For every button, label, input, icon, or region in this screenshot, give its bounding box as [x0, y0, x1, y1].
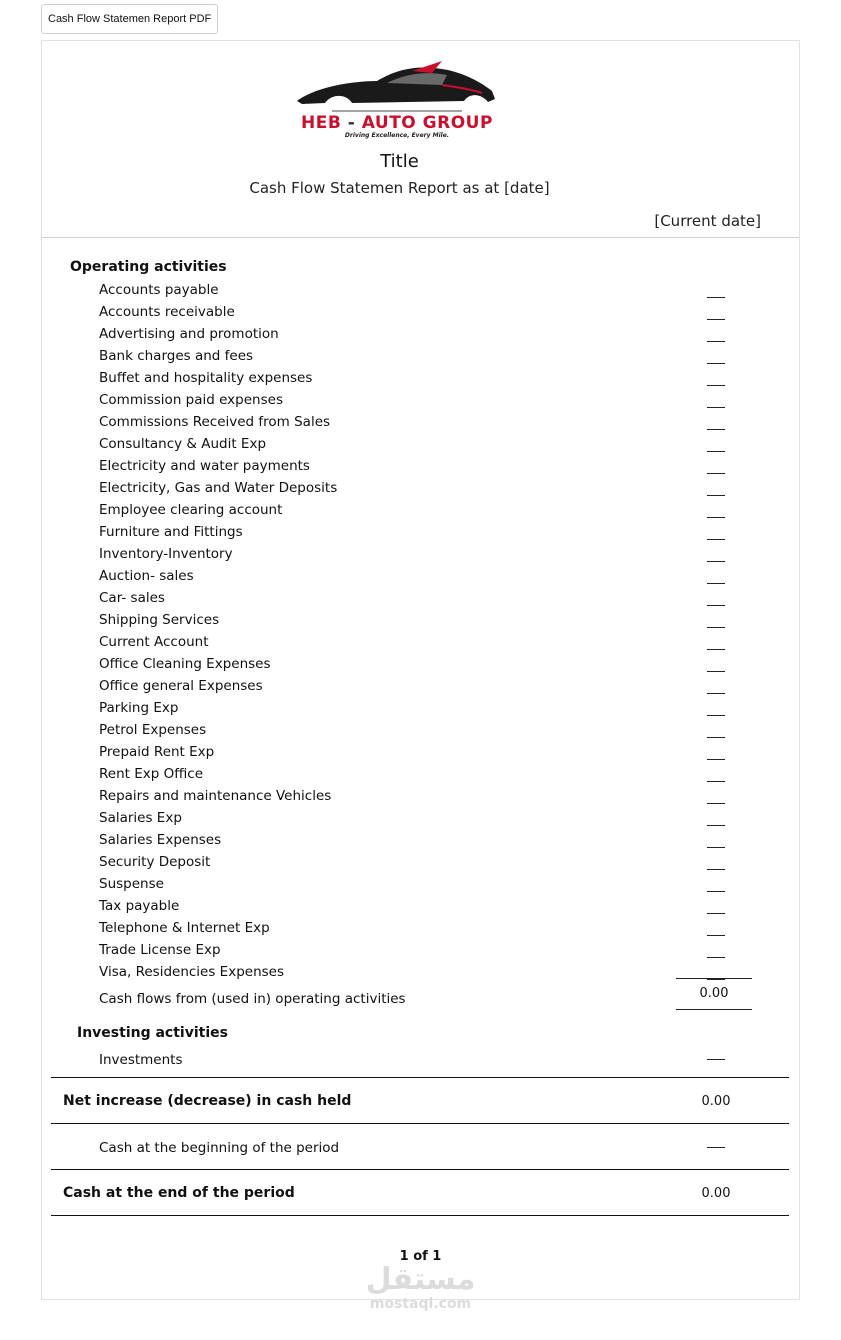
operating-item-label: Suspense: [99, 876, 164, 892]
operating-item-label: Buffet and hospitality expenses: [99, 370, 313, 386]
operating-item-value: [707, 913, 725, 914]
operating-item-label: Accounts payable: [99, 282, 219, 298]
operating-item-label: Current Account: [99, 634, 209, 650]
operating-item-label: Visa, Residencies Expenses: [99, 964, 284, 980]
operating-item-value: [707, 605, 725, 606]
operating-item-label: Rent Exp Office: [99, 766, 204, 782]
watermark-latin: mostaql.com: [369, 1296, 472, 1312]
operating-item-label: Auction- sales: [99, 568, 194, 584]
cash-end-value: 0.00: [701, 1186, 731, 1201]
header-divider: [42, 237, 799, 238]
operating-item-value: [707, 957, 725, 958]
operating-item-value: [707, 891, 725, 892]
report-subtitle: Cash Flow Statemen Report as at [date]: [249, 179, 550, 197]
current-date: [Current date]: [654, 212, 761, 230]
investing-heading: Investing activities: [77, 1025, 228, 1041]
operating-item-value: [707, 341, 725, 342]
operating-item-value: [707, 451, 725, 452]
operating-item-value: [707, 693, 725, 694]
operating-item-label: Salaries Exp: [99, 810, 182, 826]
operating-item-label: Electricity, Gas and Water Deposits: [99, 480, 338, 496]
operating-item-label: Prepaid Rent Exp: [99, 744, 215, 760]
operating-item-label: Tax payable: [99, 898, 180, 914]
watermark-arabic: مستقل: [365, 1262, 476, 1297]
brand-tagline: Driving Excellence, Every Mile.: [344, 132, 450, 139]
operating-item-value: [707, 847, 725, 848]
operating-item-label: Office general Expenses: [99, 678, 263, 694]
net-increase-top-rule: [51, 1077, 789, 1078]
operating-item-value: [707, 561, 725, 562]
operating-item-value: [707, 671, 725, 672]
operating-item-label: Advertising and promotion: [99, 326, 279, 342]
operating-item-value: [707, 363, 725, 364]
operating-item-value: [707, 715, 725, 716]
operating-total-label: Cash flows from (used in) operating activities: [99, 991, 406, 1007]
operating-item-label: Bank charges and fees: [99, 348, 254, 364]
operating-item-label: Employee clearing account: [99, 502, 283, 518]
operating-total-value: 0.00: [699, 986, 729, 1001]
operating-item-label: Repairs and maintenance Vehicles: [99, 788, 332, 804]
operating-item-value: [707, 803, 725, 804]
operating-item-value: [707, 869, 725, 870]
operating-item-label: Security Deposit: [99, 854, 211, 870]
operating-item-value: [707, 297, 725, 298]
watermark: [42, 1263, 799, 1311]
operating-item-value: [707, 517, 725, 518]
report-title: Title: [380, 151, 419, 172]
operating-item-label: Commission paid expenses: [99, 392, 283, 408]
page-number: 1 of 1: [399, 1249, 442, 1264]
investing-item-label: Investments: [99, 1052, 183, 1068]
operating-heading: Operating activities: [70, 259, 227, 275]
operating-item-label: Commissions Received from Sales: [99, 414, 331, 430]
cash-end-top-rule: [51, 1169, 789, 1170]
operating-item-value: [707, 473, 725, 474]
operating-item-value: [707, 407, 725, 408]
net-increase-label: Net increase (decrease) in cash held: [63, 1093, 352, 1109]
operating-item-label: Consultancy & Audit Exp: [99, 436, 267, 452]
operating-item-value: [707, 385, 725, 386]
report-tab-button[interactable]: Cash Flow Statemen Report PDF: [41, 4, 218, 34]
operating-item-label: Trade License Exp: [99, 942, 221, 958]
operating-item-label: Inventory-Inventory: [99, 546, 233, 562]
cash-beginning-label: Cash at the beginning of the period: [99, 1140, 340, 1156]
operating-item-label: Electricity and water payments: [99, 458, 310, 474]
operating-item-value: [707, 825, 725, 826]
operating-item-value: [707, 583, 725, 584]
cash-end-label: Cash at the end of the period: [63, 1185, 295, 1201]
operating-item-value: [707, 737, 725, 738]
operating-item-value: [707, 759, 725, 760]
operating-item-value: [707, 627, 725, 628]
net-increase-value: 0.00: [701, 1094, 731, 1109]
brand-wordmark: HEB - AUTO GROUP: [301, 113, 493, 133]
operating-item-label: Furniture and Fittings: [99, 524, 243, 540]
operating-item-label: Shipping Services: [99, 612, 220, 628]
operating-item-value: [707, 781, 725, 782]
cash-end-bottom-rule: [51, 1215, 789, 1216]
operating-item-label: Car- sales: [99, 590, 165, 606]
operating-item-label: Accounts receivable: [99, 304, 235, 320]
operating-item-label: Parking Exp: [99, 700, 179, 716]
investing-item-value: [707, 1059, 725, 1060]
operating-item-value: [707, 979, 725, 980]
operating-item-label: Petrol Expenses: [99, 722, 207, 738]
operating-item-value: [707, 539, 725, 540]
operating-total-bottom-rule: [676, 1009, 752, 1010]
operating-item-label: Office Cleaning Expenses: [99, 656, 271, 672]
operating-item-label: Salaries Expenses: [99, 832, 222, 848]
operating-item-value: [707, 495, 725, 496]
cash-beginning-value: [707, 1147, 725, 1148]
operating-item-label: Telephone & Internet Exp: [99, 920, 270, 936]
operating-item-value: [707, 429, 725, 430]
operating-item-value: [707, 319, 725, 320]
operating-item-value: [707, 649, 725, 650]
operating-total-top-rule: [676, 978, 752, 979]
report-page: [41, 40, 800, 1312]
net-increase-bottom-rule: [51, 1123, 789, 1124]
operating-item-value: [707, 935, 725, 936]
